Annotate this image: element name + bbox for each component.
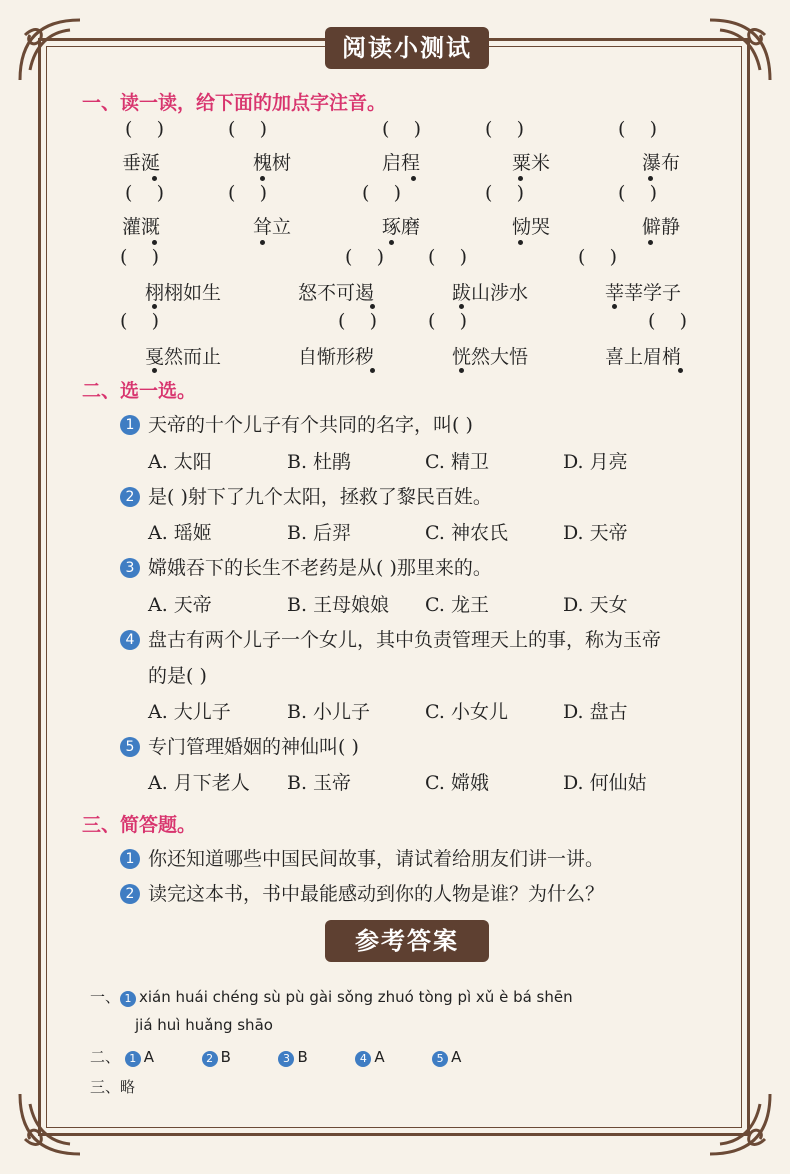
emphasis-dot	[152, 368, 157, 373]
option: A. 月下老人	[148, 772, 250, 794]
number-badge: 2	[120, 884, 140, 904]
number-badge: 1	[120, 415, 140, 435]
answer-blank: ( )	[648, 310, 687, 332]
answer-blank: ( )	[362, 182, 401, 204]
option: B. 王母娘娘	[287, 594, 390, 616]
option: D. 天帝	[563, 522, 628, 544]
answer-blank: ( )	[485, 182, 524, 204]
pinyin-word: 启程	[382, 152, 421, 174]
option: D. 天女	[563, 594, 628, 616]
question-1: 1 天帝的十个儿子有个共同的名字，叫( )	[120, 410, 473, 437]
page-title: 阅读小测试	[325, 27, 489, 69]
answer-blank: ( )	[228, 118, 267, 140]
answer-blank: ( )	[125, 118, 164, 140]
option: A. 大儿子	[148, 701, 231, 723]
question-3-2: 2 读完这本书，书中最能感动到你的人物是谁？为什么？	[120, 879, 604, 906]
pinyin-word: 耸立	[253, 216, 292, 238]
emphasis-dot	[411, 176, 416, 181]
answer-3: 三、略	[90, 1078, 136, 1096]
answer-blank: ( )	[120, 310, 159, 332]
answer-blank: ( )	[485, 118, 524, 140]
emphasis-dot	[152, 240, 157, 245]
emphasis-dot	[152, 304, 157, 309]
section2-heading: 二、选一选。	[82, 380, 197, 402]
emphasis-dot	[678, 368, 683, 373]
option: A. 太阳	[148, 451, 212, 473]
number-badge: 1	[120, 849, 140, 869]
emphasis-dot	[459, 304, 464, 309]
ornament-bottom-left-icon	[10, 1084, 90, 1164]
section1-heading: 一、读一读，给下面的加点字注音。	[82, 92, 387, 114]
emphasis-dot	[648, 240, 653, 245]
pinyin-word: 莘莘学子	[605, 282, 682, 304]
option: C. 嫦娥	[425, 772, 489, 794]
pinyin-word: 怒不可遏	[298, 282, 375, 304]
pinyin-word: 栩栩如生	[145, 282, 222, 304]
pinyin-word: 僻静	[642, 216, 681, 238]
pinyin-word: 戛然而止	[145, 346, 222, 368]
number-badge: 3	[120, 558, 140, 578]
pinyin-word: 粟米	[512, 152, 551, 174]
option: B. 杜鹃	[287, 451, 352, 473]
emphasis-dot	[518, 240, 523, 245]
option: C. 神农氏	[425, 522, 508, 544]
answer-blank: ( )	[428, 246, 467, 268]
ornament-top-left-icon	[10, 10, 90, 90]
option: B. 玉帝	[287, 772, 352, 794]
number-badge: 4	[355, 1051, 371, 1067]
answer-blank: ( )	[338, 310, 377, 332]
emphasis-dot	[370, 304, 375, 309]
pinyin-word: 自惭形秽	[298, 346, 375, 368]
number-badge: 3	[278, 1051, 294, 1067]
question-3-1: 1 你还知道哪些中国民间故事，请试着给朋友们讲一讲。	[120, 844, 604, 871]
option: A. 天帝	[148, 594, 212, 616]
pinyin-word: 琢磨	[382, 216, 421, 238]
question-2: 2 是( )射下了九个太阳，拯救了黎民百姓。	[120, 482, 492, 509]
emphasis-dot	[260, 176, 265, 181]
pinyin-word: 喜上眉梢	[605, 346, 682, 368]
answer-blank: ( )	[382, 118, 421, 140]
emphasis-dot	[612, 304, 617, 309]
pinyin-word: 恸哭	[512, 216, 551, 238]
pinyin-word: 瀑布	[642, 152, 681, 174]
answer-1-cont: jiá huì huǎng shāo	[135, 1016, 273, 1034]
page-frame-inner	[46, 46, 742, 1128]
answer-blank: ( )	[578, 246, 617, 268]
ornament-top-right-icon	[700, 10, 780, 90]
option: D. 盘古	[563, 701, 628, 723]
option: B. 小儿子	[287, 701, 371, 723]
answer-blank: ( )	[618, 118, 657, 140]
question-5: 5 专门管理婚姻的神仙叫( )	[120, 732, 359, 759]
number-badge: 5	[120, 737, 140, 757]
question-4-cont: 的是( )	[148, 665, 207, 687]
emphasis-dot	[370, 368, 375, 373]
emphasis-dot	[459, 368, 464, 373]
number-badge: 2	[202, 1051, 218, 1067]
pinyin-word: 槐树	[253, 152, 292, 174]
pinyin-word: 跋山涉水	[452, 282, 529, 304]
answers-title: 参考答案	[325, 920, 489, 962]
option: C. 精卫	[425, 451, 489, 473]
answer-1: 一、 1 xián huái chéng sù pù gài sǒng zhuó tòng pì xǔ è bá shēn	[90, 988, 573, 1006]
answer-2: 二、 1 A 2 B 3 B 4 A 5 A	[90, 1048, 462, 1066]
pinyin-word: 恍然大悟	[452, 346, 529, 368]
emphasis-dot	[518, 176, 523, 181]
pinyin-word: 灌溉	[122, 216, 161, 238]
emphasis-dot	[389, 240, 394, 245]
option: D. 月亮	[563, 451, 628, 473]
number-badge: 1	[120, 991, 136, 1007]
option: C. 龙王	[425, 594, 489, 616]
option: D. 何仙姑	[563, 772, 647, 794]
section3-heading: 三、简答题。	[82, 814, 197, 836]
answer-blank: ( )	[120, 246, 159, 268]
emphasis-dot	[152, 176, 157, 181]
emphasis-dot	[260, 240, 265, 245]
question-4: 4 盘古有两个儿子一个女儿，其中负责管理天上的事，称为玉帝	[120, 625, 661, 652]
question-3: 3 嫦娥吞下的长生不老药是从( )那里来的。	[120, 553, 492, 580]
number-badge: 2	[120, 487, 140, 507]
option: A. 瑶姬	[148, 522, 212, 544]
ornament-bottom-right-icon	[700, 1084, 780, 1164]
answer-blank: ( )	[345, 246, 384, 268]
number-badge: 5	[432, 1051, 448, 1067]
answer-blank: ( )	[618, 182, 657, 204]
option: B. 后羿	[287, 522, 352, 544]
number-badge: 4	[120, 630, 140, 650]
number-badge: 1	[125, 1051, 141, 1067]
answer-blank: ( )	[228, 182, 267, 204]
answer-blank: ( )	[428, 310, 467, 332]
pinyin-word: 垂涎	[122, 152, 161, 174]
answer-blank: ( )	[125, 182, 164, 204]
emphasis-dot	[648, 176, 653, 181]
option: C. 小女儿	[425, 701, 508, 723]
